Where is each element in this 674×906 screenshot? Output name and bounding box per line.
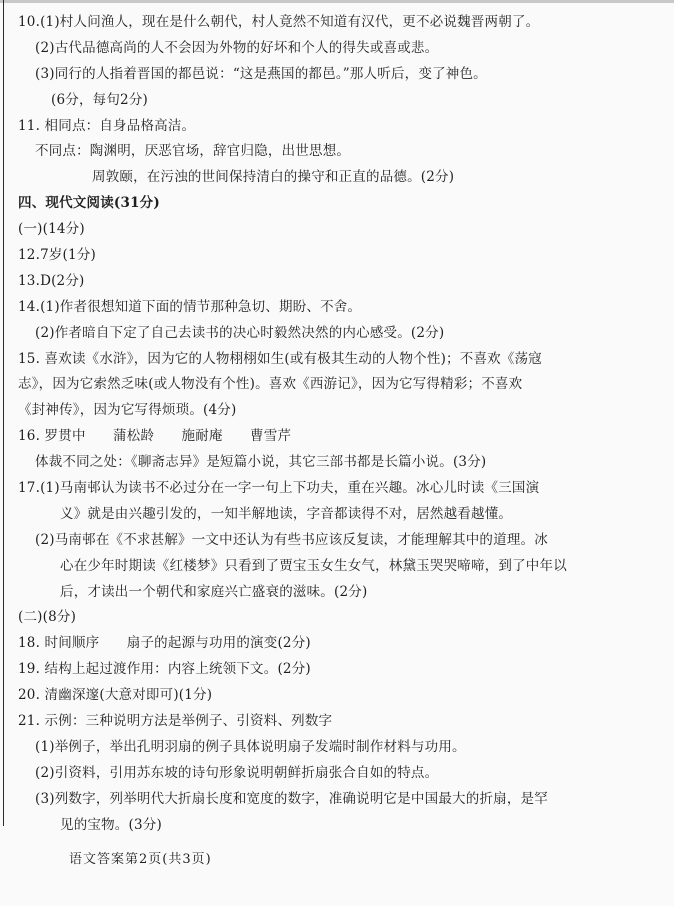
answer-line: 体裁不同之处：《聊斋志异》是短篇小说，其它三部书都是长篇小说。(3分) bbox=[35, 454, 487, 471]
answer-line: 10.(1)村人问渔人，现在是什么朝代，村人竟然不知道有汉代，更不必说魏晋两朝了。 bbox=[18, 14, 540, 30]
page-top-border bbox=[0, 0, 674, 3]
answer-line: 志》，因为它索然乏味(或人物没有个性)。喜欢《西游记》，因为它写得精彩；不喜欢 bbox=[18, 376, 523, 393]
answer-line: 14.(1)作者很想知道下面的情节那种急切、期盼、不舍。 bbox=[18, 298, 362, 315]
answer-line: 17.(1)马南邨认为读书不必过分在一字一句上下功夫，重在兴趣。冰心儿时读《三国演 bbox=[18, 480, 540, 497]
section-heading: 四、现代文阅读(31分) bbox=[18, 195, 160, 212]
answer-line: 20. 清幽深邃(大意对即可)(1分) bbox=[18, 687, 213, 704]
answer-line: (2)马南邨在《不求甚解》一文中还认为有些书应该反复读，才能理解其中的道理。冰 bbox=[35, 531, 548, 548]
answer-line: 16. 罗贯中 蒲松龄 施耐庵 曹雪芹 bbox=[18, 428, 292, 445]
answer-line: (3)列数字，列举明代大折扇长度和宽度的数字，准确说明它是中国最大的折扇，是罕 bbox=[35, 790, 548, 807]
page-footer: 语文答案第2页(共3页) bbox=[69, 852, 212, 867]
answer-line: (3)同行的人指着晋国的都邑说：“这是燕国的都邑。”那人听后，变了神色。 bbox=[35, 65, 487, 82]
answer-line: 19. 结构上起过渡作用：内容上统领下文。(2分) bbox=[18, 661, 311, 678]
answer-line: 周敦颐，在污浊的世间保持清白的操守和正直的品德。(2分) bbox=[92, 169, 455, 186]
answer-line: (6分，每句2分) bbox=[51, 91, 149, 108]
answer-line: 义》就是由兴趣引发的，一知半解地读，字音都读得不对，居然越看越懂。 bbox=[60, 505, 513, 522]
answer-line: 11. 相同点：自身品格高洁。 bbox=[18, 117, 196, 134]
answer-line: (2)引资料，引用苏东坡的诗句形象说明朝鲜折扇张合自如的特点。 bbox=[35, 764, 439, 781]
answer-line: 12.7岁(1分) bbox=[18, 247, 96, 264]
answer-line: 不同点：陶渊明，厌恶官场，辞官归隐，出世思想。 bbox=[35, 143, 351, 160]
answer-line: (2)古代品德高尚的人不会因为外物的好坏和个人的得失或喜或悲。 bbox=[35, 39, 439, 56]
left-margin-rule bbox=[3, 0, 4, 826]
answer-line: (2)作者暗自下定了自己去读书的决心时毅然决然的内心感受。(2分) bbox=[35, 324, 445, 341]
answer-line: 13.D(2分) bbox=[18, 272, 85, 289]
answer-line: 《封神传》，因为它写得烦琐。(4分) bbox=[18, 402, 237, 419]
answer-line: 后，才读出一个朝代和家庭兴亡盛衰的滋味。(2分) bbox=[60, 583, 368, 600]
answer-line: 见的宝物。(3分) bbox=[60, 816, 162, 833]
answer-line: (一)(14分) bbox=[18, 221, 85, 238]
answer-line: 心在少年时期读《红楼梦》只看到了贾宝玉女生女气，林黛玉哭哭啼啼，到了中年以 bbox=[60, 557, 567, 574]
answer-line: 15. 喜欢读《水浒》，因为它的人物栩栩如生(或有极其生动的人物个性)；不喜欢《荡寇 bbox=[18, 350, 542, 367]
answer-line: 18. 时间顺序 扇子的起源与功用的演变(2分) bbox=[18, 635, 311, 652]
answer-line: (二)(8分) bbox=[18, 609, 77, 626]
answer-content bbox=[18, 10, 658, 839]
answer-line: (1)举例子，举出孔明羽扇的例子具体说明扇子发端时制作材料与功用。 bbox=[35, 738, 466, 755]
answer-line: 21. 示例：三种说明方法是举例子、引资料、列数字 bbox=[18, 713, 333, 730]
